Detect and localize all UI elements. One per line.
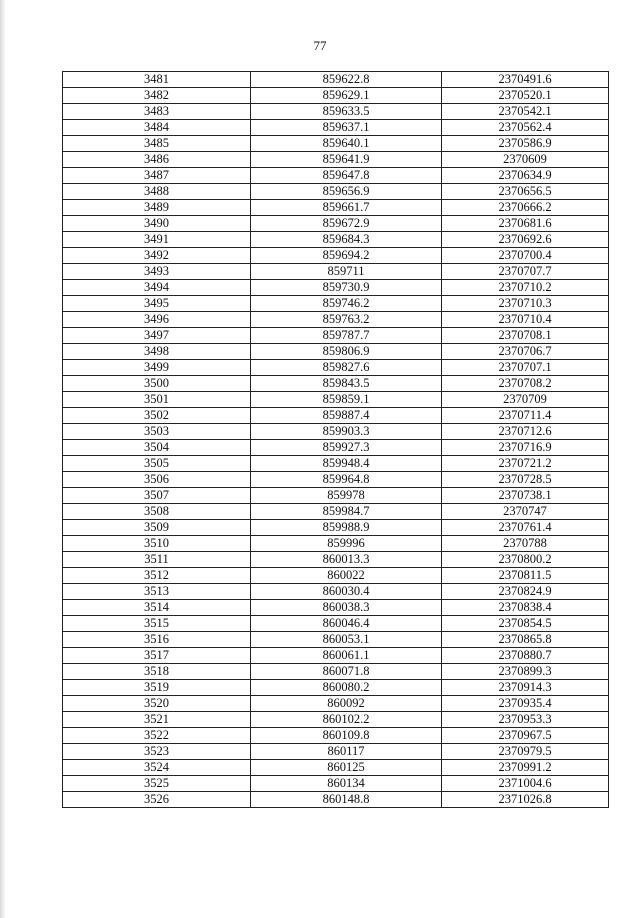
table-row — [63, 440, 609, 456]
x-coordinate-cell: 859661.7 — [251, 200, 442, 216]
table-row — [63, 744, 609, 760]
point-number-cell: 3506 — [63, 472, 251, 488]
table-row — [63, 584, 609, 600]
scan-shadow-edge — [0, 0, 6, 918]
point-number-cell: 3514 — [63, 600, 251, 616]
point-number-cell: 3502 — [63, 408, 251, 424]
point-number-cell: 3510 — [63, 536, 251, 552]
x-coordinate-cell: 859964.8 — [251, 472, 442, 488]
x-coordinate-cell: 859806.9 — [251, 344, 442, 360]
table-row — [63, 568, 609, 584]
x-coordinate-cell: 860125 — [251, 760, 442, 776]
x-coordinate-cell: 859927.3 — [251, 440, 442, 456]
x-coordinate-cell: 859988.9 — [251, 520, 442, 536]
x-coordinate-cell: 859640.1 — [251, 136, 442, 152]
y-coordinate-cell: 2370707.1 — [442, 360, 609, 376]
point-number-cell: 3489 — [63, 200, 251, 216]
y-coordinate-cell: 2370728.5 — [442, 472, 609, 488]
table-row — [63, 552, 609, 568]
point-number-cell: 3504 — [63, 440, 251, 456]
x-coordinate-cell: 860148.8 — [251, 792, 442, 808]
table-row — [63, 168, 609, 184]
y-coordinate-cell: 2370666.2 — [442, 200, 609, 216]
y-coordinate-cell: 2370899.3 — [442, 664, 609, 680]
point-number-cell: 3493 — [63, 264, 251, 280]
point-number-cell: 3521 — [63, 712, 251, 728]
point-number-cell: 3516 — [63, 632, 251, 648]
x-coordinate-cell: 859948.4 — [251, 456, 442, 472]
x-coordinate-cell: 859978 — [251, 488, 442, 504]
table-row — [63, 280, 609, 296]
x-coordinate-cell: 859622.8 — [251, 72, 442, 88]
y-coordinate-cell: 2370761.4 — [442, 520, 609, 536]
x-coordinate-cell: 859684.3 — [251, 232, 442, 248]
point-number-cell: 3490 — [63, 216, 251, 232]
point-number-cell: 3522 — [63, 728, 251, 744]
table-row — [63, 72, 609, 88]
point-number-cell: 3518 — [63, 664, 251, 680]
x-coordinate-cell: 859647.8 — [251, 168, 442, 184]
x-coordinate-cell: 860030.4 — [251, 584, 442, 600]
x-coordinate-cell: 859672.9 — [251, 216, 442, 232]
point-number-cell: 3491 — [63, 232, 251, 248]
table-row — [63, 696, 609, 712]
x-coordinate-cell: 860092 — [251, 696, 442, 712]
point-number-cell: 3494 — [63, 280, 251, 296]
y-coordinate-cell: 2370854.5 — [442, 616, 609, 632]
x-coordinate-cell: 859787.7 — [251, 328, 442, 344]
y-coordinate-cell: 2370681.6 — [442, 216, 609, 232]
y-coordinate-cell: 2370656.5 — [442, 184, 609, 200]
x-coordinate-cell: 859641.9 — [251, 152, 442, 168]
y-coordinate-cell: 2370710.4 — [442, 312, 609, 328]
y-coordinate-cell: 2370788 — [442, 536, 609, 552]
y-coordinate-cell: 2370824.9 — [442, 584, 609, 600]
table-row — [63, 680, 609, 696]
table-row — [63, 408, 609, 424]
table-row — [63, 520, 609, 536]
table-row — [63, 424, 609, 440]
point-number-cell: 3505 — [63, 456, 251, 472]
table-row — [63, 616, 609, 632]
y-coordinate-cell: 2370706.7 — [442, 344, 609, 360]
x-coordinate-cell: 859859.1 — [251, 392, 442, 408]
y-coordinate-cell: 2370491.6 — [442, 72, 609, 88]
point-number-cell: 3517 — [63, 648, 251, 664]
x-coordinate-cell: 859887.4 — [251, 408, 442, 424]
y-coordinate-cell: 2370880.7 — [442, 648, 609, 664]
table-row — [63, 776, 609, 792]
y-coordinate-cell: 2370747 — [442, 504, 609, 520]
y-coordinate-cell: 2370710.3 — [442, 296, 609, 312]
point-number-cell: 3524 — [63, 760, 251, 776]
y-coordinate-cell: 2370711.4 — [442, 408, 609, 424]
y-coordinate-cell: 2370721.2 — [442, 456, 609, 472]
x-coordinate-cell: 859827.6 — [251, 360, 442, 376]
point-number-cell: 3496 — [63, 312, 251, 328]
table-row — [63, 296, 609, 312]
point-number-cell: 3486 — [63, 152, 251, 168]
x-coordinate-cell: 859637.1 — [251, 120, 442, 136]
point-number-cell: 3482 — [63, 88, 251, 104]
point-number-cell: 3512 — [63, 568, 251, 584]
table-row — [63, 200, 609, 216]
point-number-cell: 3520 — [63, 696, 251, 712]
point-number-cell: 3488 — [63, 184, 251, 200]
table-row — [63, 792, 609, 808]
point-number-cell: 3509 — [63, 520, 251, 536]
x-coordinate-cell: 860053.1 — [251, 632, 442, 648]
y-coordinate-cell: 2370716.9 — [442, 440, 609, 456]
table-row — [63, 104, 609, 120]
point-number-cell: 3525 — [63, 776, 251, 792]
y-coordinate-cell: 2370710.2 — [442, 280, 609, 296]
x-coordinate-cell: 860109.8 — [251, 728, 442, 744]
table-row — [63, 600, 609, 616]
x-coordinate-cell: 860013.3 — [251, 552, 442, 568]
y-coordinate-cell: 2370991.2 — [442, 760, 609, 776]
table-row — [63, 648, 609, 664]
table-row — [63, 376, 609, 392]
y-coordinate-cell: 2370708.2 — [442, 376, 609, 392]
x-coordinate-cell: 860117 — [251, 744, 442, 760]
table-row — [63, 360, 609, 376]
table-row — [63, 392, 609, 408]
y-coordinate-cell: 2371026.8 — [442, 792, 609, 808]
point-number-cell: 3481 — [63, 72, 251, 88]
table-row — [63, 184, 609, 200]
table-row — [63, 536, 609, 552]
point-number-cell: 3497 — [63, 328, 251, 344]
table-row — [63, 344, 609, 360]
point-number-cell: 3495 — [63, 296, 251, 312]
point-number-cell: 3501 — [63, 392, 251, 408]
table-row — [63, 152, 609, 168]
y-coordinate-cell: 2370709 — [442, 392, 609, 408]
y-coordinate-cell: 2370738.1 — [442, 488, 609, 504]
table-row — [63, 488, 609, 504]
y-coordinate-cell: 2370707.7 — [442, 264, 609, 280]
x-coordinate-cell: 860046.4 — [251, 616, 442, 632]
y-coordinate-cell: 2370838.4 — [442, 600, 609, 616]
x-coordinate-cell: 860022 — [251, 568, 442, 584]
y-coordinate-cell: 2370865.8 — [442, 632, 609, 648]
x-coordinate-cell: 860102.2 — [251, 712, 442, 728]
x-coordinate-cell: 860134 — [251, 776, 442, 792]
coordinates-table-body — [63, 72, 609, 808]
point-number-cell: 3492 — [63, 248, 251, 264]
y-coordinate-cell: 2370800.2 — [442, 552, 609, 568]
y-coordinate-cell: 2370634.9 — [442, 168, 609, 184]
table-row — [63, 504, 609, 520]
y-coordinate-cell: 2370935.4 — [442, 696, 609, 712]
y-coordinate-cell: 2370708.1 — [442, 328, 609, 344]
table-row — [63, 232, 609, 248]
point-number-cell: 3503 — [63, 424, 251, 440]
y-coordinate-cell: 2370712.6 — [442, 424, 609, 440]
y-coordinate-cell: 2370811.5 — [442, 568, 609, 584]
x-coordinate-cell: 859843.5 — [251, 376, 442, 392]
point-number-cell: 3483 — [63, 104, 251, 120]
page-number: 77 — [313, 38, 327, 53]
y-coordinate-cell: 2370520.1 — [442, 88, 609, 104]
x-coordinate-cell: 859629.1 — [251, 88, 442, 104]
x-coordinate-cell: 859711 — [251, 264, 442, 280]
x-coordinate-cell: 860080.2 — [251, 680, 442, 696]
x-coordinate-cell: 860071.8 — [251, 664, 442, 680]
x-coordinate-cell: 859730.9 — [251, 280, 442, 296]
point-number-cell: 3523 — [63, 744, 251, 760]
y-coordinate-cell: 2370967.5 — [442, 728, 609, 744]
point-number-cell: 3519 — [63, 680, 251, 696]
point-number-cell: 3498 — [63, 344, 251, 360]
y-coordinate-cell: 2370586.9 — [442, 136, 609, 152]
point-number-cell: 3507 — [63, 488, 251, 504]
table-row — [63, 136, 609, 152]
table-row — [63, 632, 609, 648]
y-coordinate-cell: 2370914.3 — [442, 680, 609, 696]
point-number-cell: 3487 — [63, 168, 251, 184]
table-row — [63, 120, 609, 136]
point-number-cell: 3485 — [63, 136, 251, 152]
point-number-cell: 3508 — [63, 504, 251, 520]
y-coordinate-cell: 2370609 — [442, 152, 609, 168]
point-number-cell: 3511 — [63, 552, 251, 568]
point-number-cell: 3513 — [63, 584, 251, 600]
y-coordinate-cell: 2370542.1 — [442, 104, 609, 120]
y-coordinate-cell: 2370953.3 — [442, 712, 609, 728]
table-row — [63, 728, 609, 744]
x-coordinate-cell: 859996 — [251, 536, 442, 552]
point-number-cell: 3526 — [63, 792, 251, 808]
x-coordinate-cell: 859984.7 — [251, 504, 442, 520]
table-row — [63, 472, 609, 488]
point-number-cell: 3500 — [63, 376, 251, 392]
table-row — [63, 712, 609, 728]
x-coordinate-cell: 860061.1 — [251, 648, 442, 664]
point-number-cell: 3484 — [63, 120, 251, 136]
coordinates-table — [62, 71, 609, 808]
y-coordinate-cell: 2370700.4 — [442, 248, 609, 264]
x-coordinate-cell: 859903.3 — [251, 424, 442, 440]
x-coordinate-cell: 859763.2 — [251, 312, 442, 328]
x-coordinate-cell: 859633.5 — [251, 104, 442, 120]
x-coordinate-cell: 859656.9 — [251, 184, 442, 200]
table-row — [63, 216, 609, 232]
table-row — [63, 664, 609, 680]
x-coordinate-cell: 859694.2 — [251, 248, 442, 264]
y-coordinate-cell: 2370692.6 — [442, 232, 609, 248]
table-row — [63, 760, 609, 776]
point-number-cell: 3515 — [63, 616, 251, 632]
y-coordinate-cell: 2371004.6 — [442, 776, 609, 792]
x-coordinate-cell: 859746.2 — [251, 296, 442, 312]
table-row — [63, 456, 609, 472]
point-number-cell: 3499 — [63, 360, 251, 376]
table-row — [63, 264, 609, 280]
y-coordinate-cell: 2370562.4 — [442, 120, 609, 136]
x-coordinate-cell: 860038.3 — [251, 600, 442, 616]
table-row — [63, 88, 609, 104]
table-row — [63, 328, 609, 344]
y-coordinate-cell: 2370979.5 — [442, 744, 609, 760]
table-row — [63, 312, 609, 328]
table-row — [63, 248, 609, 264]
